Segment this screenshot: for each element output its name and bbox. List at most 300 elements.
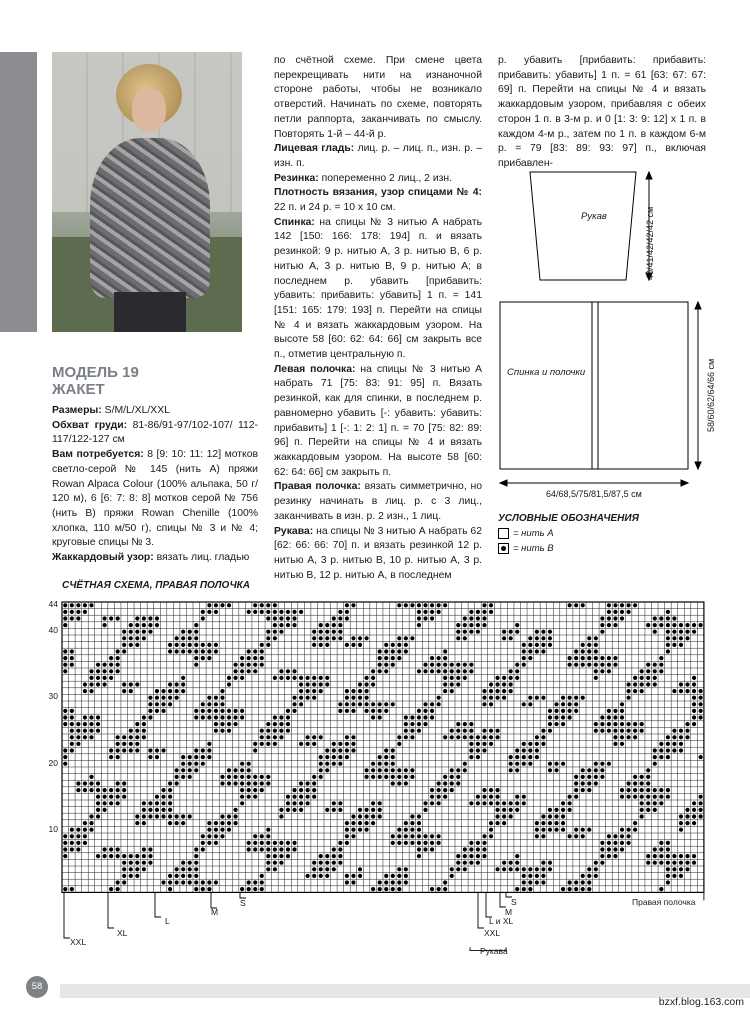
chart-dot [122, 649, 126, 653]
row-label-10: 10 [48, 824, 58, 834]
chart-dot [391, 887, 395, 891]
chart-dot [345, 828, 349, 832]
chart-dot [338, 861, 342, 865]
chart-dot [332, 867, 336, 871]
chart-dot [201, 887, 205, 891]
chart-dot [581, 828, 585, 832]
chart-dot [463, 676, 467, 680]
chart-dot [692, 702, 696, 706]
chart-dot [417, 722, 421, 726]
schematic-diagram [490, 160, 730, 500]
chart-dot [391, 775, 395, 779]
chart-dot [89, 735, 93, 739]
chart-dot [227, 709, 231, 713]
chart-dot [568, 603, 572, 607]
chart-dot [397, 643, 401, 647]
chart-dot [437, 801, 441, 805]
chart-dot [410, 821, 414, 825]
chart-dot [502, 676, 506, 680]
chart-dot [463, 663, 467, 667]
chart-dot [129, 854, 133, 858]
chart-dot [364, 682, 368, 686]
chart-dot [260, 887, 264, 891]
chart-dot [175, 689, 179, 693]
chart-dot [207, 828, 211, 832]
chart-dot [345, 689, 349, 693]
chart-dot [626, 828, 630, 832]
chart-dot [63, 623, 67, 627]
chart-dot [227, 722, 231, 726]
chart-dot [161, 702, 165, 706]
chart-dot [142, 867, 146, 871]
chart-dot [214, 709, 218, 713]
chart-dot [63, 649, 67, 653]
chart-dot [201, 755, 205, 759]
chart-dot [489, 702, 493, 706]
chart-dot [568, 663, 572, 667]
chart-dot [279, 623, 283, 627]
chart-dot [260, 729, 264, 733]
chart-dot [371, 814, 375, 818]
chart-dot [430, 715, 434, 719]
chart-dot [476, 742, 480, 746]
chart-dot [692, 821, 696, 825]
chart-dot [338, 709, 342, 713]
chart-dot [240, 709, 244, 713]
chart-dot [646, 854, 650, 858]
chart-dot [214, 603, 218, 607]
chart-dot [253, 775, 257, 779]
chart-dot [450, 775, 454, 779]
chart-dot [548, 709, 552, 713]
chart-dot [423, 801, 427, 805]
chart-dot [122, 788, 126, 792]
chart-dot [502, 682, 506, 686]
chart-dot [279, 847, 283, 851]
chart-dot [135, 722, 139, 726]
chart-dot [443, 735, 447, 739]
chart-dot [161, 788, 165, 792]
chart-dot [292, 623, 296, 627]
chart-dot [201, 616, 205, 620]
row-label-30: 30 [48, 691, 58, 701]
chart-dot [659, 623, 663, 627]
footer-bar [60, 984, 750, 998]
chart-dot [463, 768, 467, 772]
chart-dot [214, 828, 218, 832]
chart-dot [371, 887, 375, 891]
chart-dot [247, 795, 251, 799]
chart-dot [509, 682, 513, 686]
chart-dot [292, 702, 296, 706]
chart-dot [541, 742, 545, 746]
chart-dot [581, 775, 585, 779]
chart-dot [253, 669, 257, 673]
chart-dot [142, 801, 146, 805]
chart-dot [620, 610, 624, 614]
chart-dot [345, 735, 349, 739]
chart-dot [312, 861, 316, 865]
chart-dot [214, 729, 218, 733]
chart-dot [207, 748, 211, 752]
chart-dot [286, 722, 290, 726]
chart-dot [83, 735, 87, 739]
chart-dot [214, 722, 218, 726]
chart-dot [430, 610, 434, 614]
chart-dot [456, 623, 460, 627]
chart-dot [522, 656, 526, 660]
chart-dot [194, 663, 198, 667]
chart-dot [129, 689, 133, 693]
chart-dot [600, 669, 604, 673]
chart-dot [312, 630, 316, 634]
chart-dot [214, 880, 218, 884]
chart-dot [574, 795, 578, 799]
chart-dot [515, 861, 519, 865]
chart-dot [574, 887, 578, 891]
chart-dot [70, 887, 74, 891]
chart-dot [482, 616, 486, 620]
chart-dot [430, 616, 434, 620]
chart-dot [345, 696, 349, 700]
chart-dot [155, 795, 159, 799]
chart-dot [653, 847, 657, 851]
chart-dot [515, 795, 519, 799]
chart-dot [437, 781, 441, 785]
chart-dot [568, 834, 572, 838]
chart-dot [70, 841, 74, 845]
chart-dot [626, 603, 630, 607]
chart-dot [679, 854, 683, 858]
chart-dot [594, 643, 598, 647]
chart-dot [515, 801, 519, 805]
chart-dot [404, 636, 408, 640]
chart-dot [613, 603, 617, 607]
size-marker-line [211, 892, 217, 908]
chart-dot [364, 636, 368, 640]
chart-dot [338, 623, 342, 627]
chart-dot [240, 887, 244, 891]
chart-dot [273, 603, 277, 607]
chart-dot [404, 781, 408, 785]
chart-dot [266, 722, 270, 726]
chart-dot [325, 748, 329, 752]
chart-dot [666, 841, 670, 845]
chart-dot [161, 748, 165, 752]
chart-dot [391, 768, 395, 772]
chart-dot [410, 722, 414, 726]
chart-dot [175, 649, 179, 653]
chart-dot [194, 861, 198, 865]
chart-dot [417, 834, 421, 838]
chart-dot [443, 775, 447, 779]
chart-dot [175, 880, 179, 884]
chart-dot [666, 630, 670, 634]
chart-dot [600, 775, 604, 779]
chart-dot [201, 880, 205, 884]
chart-dot [371, 669, 375, 673]
chart-dot [319, 775, 323, 779]
sizes-text: S/M/L/XL/XXL [101, 405, 170, 416]
chart-dot [482, 795, 486, 799]
chart-dot [168, 795, 172, 799]
chart-dot [456, 630, 460, 634]
chart-dot [404, 775, 408, 779]
chart-dot [666, 735, 670, 739]
chart-dot [286, 854, 290, 858]
chart-dot [384, 663, 388, 667]
chart-dot [653, 861, 657, 865]
chart-dot [391, 663, 395, 667]
chart-dot [102, 623, 106, 627]
chart-dot [659, 887, 663, 891]
chart-dot [351, 834, 355, 838]
chart-dot [607, 847, 611, 851]
model-name: ЖАКЕТ [52, 381, 105, 398]
chart-dot [89, 722, 93, 726]
chart-dot [155, 801, 159, 805]
chart-dot [679, 748, 683, 752]
chart-dot [148, 630, 152, 634]
chart-dot [607, 834, 611, 838]
chart-dot [620, 722, 624, 726]
chart-dot [581, 643, 585, 647]
chart-dot [109, 656, 113, 660]
chart-dot [561, 715, 565, 719]
chart-dot [502, 801, 506, 805]
chart-dot [626, 696, 630, 700]
chart-dot [220, 729, 224, 733]
chart-dot [410, 841, 414, 845]
chart-dot [489, 603, 493, 607]
chart-dot [306, 795, 310, 799]
chart-dot [482, 847, 486, 851]
chart-dot [417, 821, 421, 825]
chart-dot [247, 669, 251, 673]
chart-dot [535, 748, 539, 752]
model-photo [52, 52, 242, 332]
chart-dot [129, 735, 133, 739]
chart-dot [233, 709, 237, 713]
chart-dot [535, 696, 539, 700]
chart-dot [548, 762, 552, 766]
chart-dot [338, 616, 342, 620]
chart-dot [214, 610, 218, 614]
chart-dot [410, 775, 414, 779]
chart-dot [70, 847, 74, 851]
chart-dot [640, 722, 644, 726]
chart-dot [685, 861, 689, 865]
chart-dot [299, 788, 303, 792]
chart-dot [292, 696, 296, 700]
chart-dot [319, 623, 323, 627]
chart-dot [201, 610, 205, 614]
chart-dot [129, 742, 133, 746]
chart-dot [279, 630, 283, 634]
chart-dot [129, 867, 133, 871]
chart-dot [391, 656, 395, 660]
chart-dot [410, 715, 414, 719]
chart-dot [437, 669, 441, 673]
chart-dot [122, 742, 126, 746]
chart-dot [253, 603, 257, 607]
chart-dot [522, 880, 526, 884]
chart-dot [233, 775, 237, 779]
chart-dot [423, 663, 427, 667]
chart-dot [102, 663, 106, 667]
chart-dot [378, 814, 382, 818]
chart-dot [626, 722, 630, 726]
chart-dot [443, 676, 447, 680]
chart-dot [266, 854, 270, 858]
chart-dot [325, 867, 329, 871]
chart-dot [384, 669, 388, 673]
chart-dot [63, 847, 67, 851]
chart-dot [351, 709, 355, 713]
chart-dot [378, 880, 382, 884]
chart-dot [482, 854, 486, 858]
chart-dot [620, 841, 624, 845]
chart-dot [482, 603, 486, 607]
chart-dot [292, 801, 296, 805]
chart-dot [495, 696, 499, 700]
chart-dot [227, 814, 231, 818]
chart-dot [364, 676, 368, 680]
chart-dot [443, 669, 447, 673]
chart-dot [613, 656, 617, 660]
chart-dot [659, 616, 663, 620]
chart-dot [679, 735, 683, 739]
chart-dot [319, 867, 323, 871]
chart-dot [325, 808, 329, 812]
chart-dot [148, 847, 152, 851]
chart-dot [679, 861, 683, 865]
chart-dot [581, 887, 585, 891]
chart-dot [116, 663, 120, 667]
chart-dot [63, 669, 67, 673]
chart-dot [142, 630, 146, 634]
chart-dot [541, 649, 545, 653]
chart-dot [515, 867, 519, 871]
chart-dot [135, 821, 139, 825]
chart-dot [345, 755, 349, 759]
chart-dot [378, 808, 382, 812]
chart-dot [319, 630, 323, 634]
chart-dot [135, 630, 139, 634]
chart-dot [522, 748, 526, 752]
chart-dot [306, 788, 310, 792]
chart-dot [469, 755, 473, 759]
chart-dot [646, 663, 650, 667]
chart-dot [646, 861, 650, 865]
chart-dot [672, 636, 676, 640]
chart-dot [122, 854, 126, 858]
chart-dot [456, 729, 460, 733]
chart-dot [266, 775, 270, 779]
chart-dot [63, 762, 67, 766]
chart-dot [201, 715, 205, 719]
chart-dot [299, 795, 303, 799]
chart-dot [653, 755, 657, 759]
chart-dot [659, 788, 663, 792]
chart-dot [345, 603, 349, 607]
chart-dot [319, 861, 323, 865]
chart-dot [207, 841, 211, 845]
chart-dot [260, 742, 264, 746]
chart-dot [528, 742, 532, 746]
chart-dot [351, 702, 355, 706]
chart-dot [495, 814, 499, 818]
chart-dot [679, 630, 683, 634]
chart-dot [482, 841, 486, 845]
right-front-label: Правая полочка: [274, 481, 361, 493]
chart-dot [522, 643, 526, 647]
chart-dot [522, 762, 526, 766]
chart-dot [358, 643, 362, 647]
size-label-xl-left: XL [117, 928, 128, 938]
chart-dot [600, 663, 604, 667]
chart-dot [122, 636, 126, 640]
chart-dot [456, 775, 460, 779]
chart-dot [181, 636, 185, 640]
chart-dot [476, 795, 480, 799]
chart-dot [364, 709, 368, 713]
chart-dot [122, 630, 126, 634]
chart-dot [292, 841, 296, 845]
chart-dot [240, 795, 244, 799]
side-accent-bar [0, 52, 37, 332]
chart-dot [188, 762, 192, 766]
chart-dot [600, 762, 604, 766]
chart-dot [692, 808, 696, 812]
chart-dot [207, 702, 211, 706]
chart-dot [194, 643, 198, 647]
chart-dot [83, 828, 87, 832]
chart-dot [247, 610, 251, 614]
chart-dot [142, 861, 146, 865]
chart-dot [155, 696, 159, 700]
chart-dot [384, 656, 388, 660]
chart-dot [338, 847, 342, 851]
chart-dot [194, 854, 198, 858]
chart-dot [181, 821, 185, 825]
chart-dot [495, 821, 499, 825]
chart-dot [620, 729, 624, 733]
chart-dot [240, 656, 244, 660]
chart-dot [509, 762, 513, 766]
chart-dot [482, 696, 486, 700]
chart-dot [541, 821, 545, 825]
chart-dot [391, 762, 395, 766]
chart-dot [692, 854, 696, 858]
chart-dot [273, 742, 277, 746]
chart-dot [109, 676, 113, 680]
chart-dot [207, 755, 211, 759]
chart-dot [89, 603, 93, 607]
chart-dot [574, 649, 578, 653]
chart-dot [299, 742, 303, 746]
chart-dot [148, 709, 152, 713]
chart-dot [574, 663, 578, 667]
chart-dot [319, 643, 323, 647]
chart-dot [240, 801, 244, 805]
chart-dot [201, 847, 205, 851]
chart-dot [358, 814, 362, 818]
chart-dot [273, 630, 277, 634]
chart-dot [397, 775, 401, 779]
chart-dot [233, 814, 237, 818]
materials-label: Вам потребуется: [52, 449, 144, 461]
